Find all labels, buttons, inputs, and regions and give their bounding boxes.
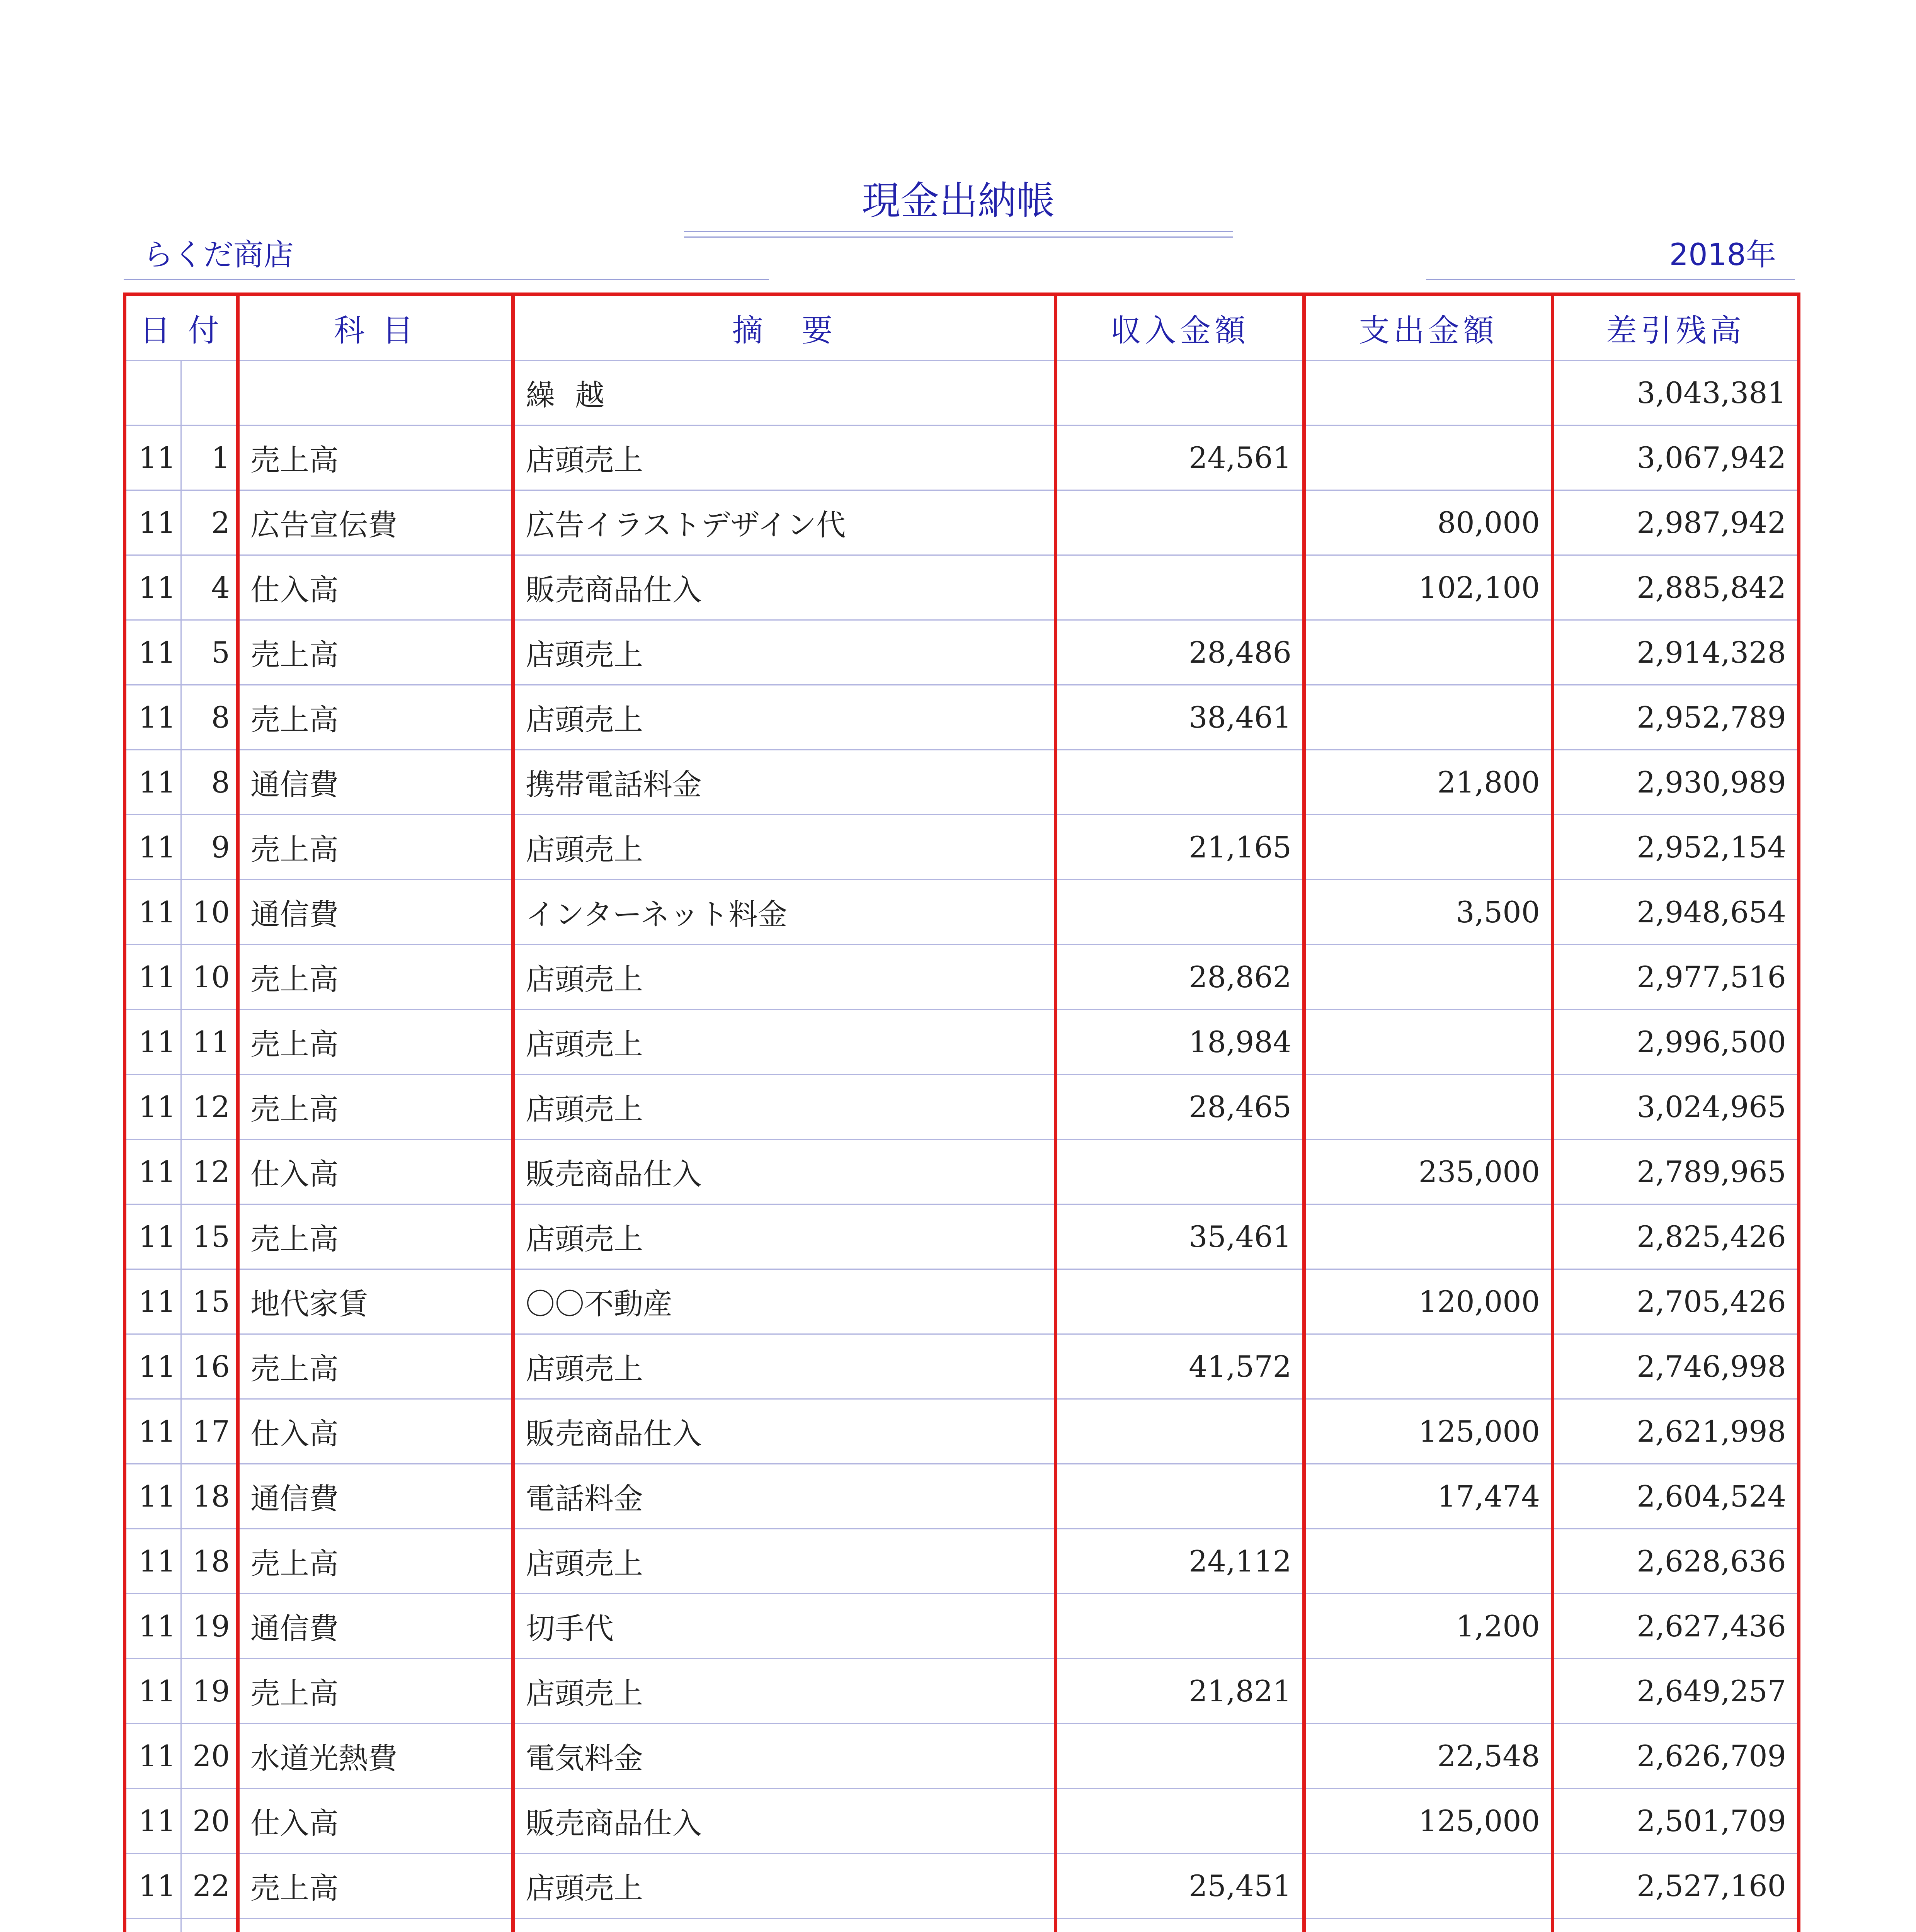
title-underline-bottom xyxy=(684,236,1233,238)
row-month: 11 xyxy=(125,1724,181,1789)
row-expense xyxy=(1304,1659,1553,1724)
ledger-row xyxy=(125,880,1799,945)
row-month: 11 xyxy=(125,750,181,815)
row-expense: 125,000 xyxy=(1304,1399,1553,1464)
row-month: 11 xyxy=(125,1010,181,1075)
row-balance: 2,930,989 xyxy=(1553,750,1799,815)
row-account: 仕入高 xyxy=(238,555,513,620)
row-expense xyxy=(1304,945,1553,1010)
row-month: 11 xyxy=(125,1269,181,1334)
row-day: 12 xyxy=(181,1075,238,1139)
row-balance: 3,024,965 xyxy=(1553,1075,1799,1139)
row-day: 15 xyxy=(181,1269,238,1334)
row-month: 11 xyxy=(125,1334,181,1399)
row-account xyxy=(238,1918,513,1932)
row-income: 25,451 xyxy=(1056,1854,1304,1918)
header-summary: 摘 要 xyxy=(513,294,1056,361)
row-day: 19 xyxy=(181,1659,238,1724)
ledger-table xyxy=(123,293,1800,1932)
ledger-row xyxy=(125,1724,1799,1789)
ledger-row xyxy=(125,1010,1799,1075)
ledger-row xyxy=(125,1464,1799,1529)
row-balance: 2,977,516 xyxy=(1553,945,1799,1010)
row-balance: 2,789,965 xyxy=(1553,1139,1799,1204)
row-balance: 2,914,328 xyxy=(1553,620,1799,685)
row-summary: 切手代 xyxy=(513,1594,1056,1659)
row-summary: 繰 越 xyxy=(513,361,1056,425)
row-income: 28,465 xyxy=(1056,1075,1304,1139)
ledger-row xyxy=(125,750,1799,815)
row-account: 広告宣伝費 xyxy=(238,490,513,555)
row-summary xyxy=(513,1918,1056,1932)
row-account: 売上高 xyxy=(238,1854,513,1918)
row-income xyxy=(1056,880,1304,945)
row-account: 仕入高 xyxy=(238,1399,513,1464)
row-account: 売上高 xyxy=(238,1529,513,1594)
row-expense: 125,000 xyxy=(1304,1789,1553,1854)
row-balance: 2,627,436 xyxy=(1553,1594,1799,1659)
row-summary: 電話料金 xyxy=(513,1464,1056,1529)
row-summary: 店頭売上 xyxy=(513,1010,1056,1075)
row-balance: 2,952,154 xyxy=(1553,815,1799,880)
ledger-row xyxy=(125,620,1799,685)
row-income: 24,112 xyxy=(1056,1529,1304,1594)
row-income: 28,486 xyxy=(1056,620,1304,685)
row-balance xyxy=(1553,1918,1799,1932)
row-month: 11 xyxy=(125,1594,181,1659)
row-income: 38,461 xyxy=(1056,685,1304,750)
row-expense: 120,000 xyxy=(1304,1269,1553,1334)
row-summary: 店頭売上 xyxy=(513,815,1056,880)
row-summary: 広告イラストデザイン代 xyxy=(513,490,1056,555)
row-balance: 3,067,942 xyxy=(1553,425,1799,490)
row-expense: 22,548 xyxy=(1304,1724,1553,1789)
row-income xyxy=(1056,1724,1304,1789)
row-day: 1 xyxy=(181,425,238,490)
row-expense: 1,200 xyxy=(1304,1594,1553,1659)
row-account xyxy=(238,361,513,425)
header-balance: 差引残高 xyxy=(1553,294,1799,361)
row-month xyxy=(125,1918,181,1932)
row-income xyxy=(1056,1918,1304,1932)
row-day: 17 xyxy=(181,1399,238,1464)
row-summary: 店頭売上 xyxy=(513,945,1056,1010)
row-month: 11 xyxy=(125,1854,181,1918)
row-balance: 2,604,524 xyxy=(1553,1464,1799,1529)
row-day: 2 xyxy=(181,490,238,555)
row-summary: 店頭売上 xyxy=(513,685,1056,750)
row-balance: 2,628,636 xyxy=(1553,1529,1799,1594)
row-balance: 2,705,426 xyxy=(1553,1269,1799,1334)
row-day: 18 xyxy=(181,1529,238,1594)
row-account: 売上高 xyxy=(238,620,513,685)
page-title: 現金出納帳 xyxy=(862,178,1055,223)
row-expense xyxy=(1304,1010,1553,1075)
row-expense xyxy=(1304,1918,1553,1932)
row-income xyxy=(1056,1399,1304,1464)
cash-ledger xyxy=(123,293,1797,1932)
row-account: 売上高 xyxy=(238,1659,513,1724)
row-day: 10 xyxy=(181,880,238,945)
row-day: 16 xyxy=(181,1334,238,1399)
row-balance: 2,987,942 xyxy=(1553,490,1799,555)
row-month: 11 xyxy=(125,1659,181,1724)
row-day xyxy=(181,361,238,425)
row-month: 11 xyxy=(125,490,181,555)
ledger-body xyxy=(125,361,1799,1932)
row-account: 仕入高 xyxy=(238,1789,513,1854)
row-summary: 〇〇不動産 xyxy=(513,1269,1056,1334)
row-month: 11 xyxy=(125,620,181,685)
row-balance: 2,952,789 xyxy=(1553,685,1799,750)
row-expense: 3,500 xyxy=(1304,880,1553,945)
row-balance: 2,885,842 xyxy=(1553,555,1799,620)
ledger-row xyxy=(125,945,1799,1010)
ledger-row xyxy=(125,490,1799,555)
row-balance: 2,649,257 xyxy=(1553,1659,1799,1724)
row-month: 11 xyxy=(125,1464,181,1529)
row-expense: 17,474 xyxy=(1304,1464,1553,1529)
row-income xyxy=(1056,490,1304,555)
row-balance: 2,626,709 xyxy=(1553,1724,1799,1789)
row-account: 売上高 xyxy=(238,685,513,750)
row-income xyxy=(1056,361,1304,425)
row-income xyxy=(1056,1789,1304,1854)
row-balance: 2,501,709 xyxy=(1553,1789,1799,1854)
row-month: 11 xyxy=(125,425,181,490)
header-income: 収入金額 xyxy=(1056,294,1304,361)
row-income xyxy=(1056,555,1304,620)
row-expense xyxy=(1304,815,1553,880)
row-summary: 販売商品仕入 xyxy=(513,1789,1056,1854)
row-summary: 店頭売上 xyxy=(513,1659,1056,1724)
row-income xyxy=(1056,1139,1304,1204)
shop-name: らくだ商店 xyxy=(143,238,294,272)
ledger-row xyxy=(125,1594,1799,1659)
ledger-row xyxy=(125,1854,1799,1918)
row-month: 11 xyxy=(125,1139,181,1204)
row-expense xyxy=(1304,1204,1553,1269)
row-day: 9 xyxy=(181,815,238,880)
row-account: 通信費 xyxy=(238,1464,513,1529)
header-expense: 支出金額 xyxy=(1304,294,1553,361)
row-income xyxy=(1056,1269,1304,1334)
row-day: 11 xyxy=(181,1010,238,1075)
row-income: 35,461 xyxy=(1056,1204,1304,1269)
row-income: 41,572 xyxy=(1056,1334,1304,1399)
row-day: 8 xyxy=(181,750,238,815)
row-account: 水道光熱費 xyxy=(238,1724,513,1789)
row-expense xyxy=(1304,685,1553,750)
header-account: 科 目 xyxy=(238,294,513,361)
ledger-row xyxy=(125,1918,1799,1932)
row-summary: 販売商品仕入 xyxy=(513,1139,1056,1204)
row-month: 11 xyxy=(125,1399,181,1464)
row-balance: 3,043,381 xyxy=(1553,361,1799,425)
row-day: 8 xyxy=(181,685,238,750)
row-day: 5 xyxy=(181,620,238,685)
row-day: 20 xyxy=(181,1724,238,1789)
ledger-row xyxy=(125,1204,1799,1269)
row-summary: 携帯電話料金 xyxy=(513,750,1056,815)
row-day: 22 xyxy=(181,1854,238,1918)
ledger-row xyxy=(125,685,1799,750)
row-summary: 店頭売上 xyxy=(513,1529,1056,1594)
row-summary: 販売商品仕入 xyxy=(513,555,1056,620)
row-income: 28,862 xyxy=(1056,945,1304,1010)
row-month: 11 xyxy=(125,1529,181,1594)
ledger-row xyxy=(125,1399,1799,1464)
row-income: 21,165 xyxy=(1056,815,1304,880)
row-month xyxy=(125,361,181,425)
row-summary: 販売商品仕入 xyxy=(513,1399,1056,1464)
row-balance: 2,621,998 xyxy=(1553,1399,1799,1464)
row-account: 地代家賃 xyxy=(238,1269,513,1334)
row-summary: インターネット料金 xyxy=(513,880,1056,945)
ledger-row xyxy=(125,361,1799,425)
row-account: 通信費 xyxy=(238,880,513,945)
row-income xyxy=(1056,1594,1304,1659)
row-balance: 2,825,426 xyxy=(1553,1204,1799,1269)
row-summary: 電気料金 xyxy=(513,1724,1056,1789)
row-month: 11 xyxy=(125,1204,181,1269)
row-summary: 店頭売上 xyxy=(513,425,1056,490)
row-day: 18 xyxy=(181,1464,238,1529)
row-account: 売上高 xyxy=(238,945,513,1010)
row-expense xyxy=(1304,1854,1553,1918)
row-balance: 2,996,500 xyxy=(1553,1010,1799,1075)
row-day xyxy=(181,1918,238,1932)
row-month: 11 xyxy=(125,1789,181,1854)
row-balance: 2,948,654 xyxy=(1553,880,1799,945)
row-account: 売上高 xyxy=(238,1334,513,1399)
ledger-row xyxy=(125,425,1799,490)
title-underline-top xyxy=(684,231,1233,232)
row-expense xyxy=(1304,620,1553,685)
ledger-row xyxy=(125,1529,1799,1594)
row-balance: 2,746,998 xyxy=(1553,1334,1799,1399)
row-income: 21,821 xyxy=(1056,1659,1304,1724)
ledger-row xyxy=(125,1075,1799,1139)
row-income: 18,984 xyxy=(1056,1010,1304,1075)
row-income: 24,561 xyxy=(1056,425,1304,490)
year-rule xyxy=(1426,279,1795,280)
row-expense: 235,000 xyxy=(1304,1139,1553,1204)
row-day: 19 xyxy=(181,1594,238,1659)
row-account: 通信費 xyxy=(238,750,513,815)
year-label: 2018年 xyxy=(1669,238,1776,272)
row-account: 通信費 xyxy=(238,1594,513,1659)
row-income xyxy=(1056,750,1304,815)
row-expense xyxy=(1304,1529,1553,1594)
ledger-row xyxy=(125,1269,1799,1334)
row-summary: 店頭売上 xyxy=(513,1334,1056,1399)
row-account: 売上高 xyxy=(238,815,513,880)
row-account: 売上高 xyxy=(238,425,513,490)
ledger-row xyxy=(125,1789,1799,1854)
row-expense xyxy=(1304,425,1553,490)
row-expense xyxy=(1304,361,1553,425)
ledger-row xyxy=(125,1139,1799,1204)
row-summary: 店頭売上 xyxy=(513,1075,1056,1139)
ledger-row xyxy=(125,815,1799,880)
row-month: 11 xyxy=(125,880,181,945)
row-balance: 2,527,160 xyxy=(1553,1854,1799,1918)
row-expense: 102,100 xyxy=(1304,555,1553,620)
row-income xyxy=(1056,1464,1304,1529)
row-day: 12 xyxy=(181,1139,238,1204)
row-expense: 80,000 xyxy=(1304,490,1553,555)
ledger-row xyxy=(125,555,1799,620)
row-account: 売上高 xyxy=(238,1204,513,1269)
row-month: 11 xyxy=(125,815,181,880)
row-summary: 店頭売上 xyxy=(513,1204,1056,1269)
ledger-row xyxy=(125,1334,1799,1399)
shop-name-rule xyxy=(124,279,769,280)
row-account: 売上高 xyxy=(238,1075,513,1139)
row-month: 11 xyxy=(125,555,181,620)
row-summary: 店頭売上 xyxy=(513,620,1056,685)
row-account: 仕入高 xyxy=(238,1139,513,1204)
ledger-row xyxy=(125,1659,1799,1724)
row-day: 15 xyxy=(181,1204,238,1269)
row-expense xyxy=(1304,1334,1553,1399)
row-day: 20 xyxy=(181,1789,238,1854)
row-expense: 21,800 xyxy=(1304,750,1553,815)
row-account: 売上高 xyxy=(238,1010,513,1075)
row-month: 11 xyxy=(125,945,181,1010)
row-month: 11 xyxy=(125,1075,181,1139)
row-day: 10 xyxy=(181,945,238,1010)
row-day: 4 xyxy=(181,555,238,620)
header-row xyxy=(125,294,1799,361)
row-expense xyxy=(1304,1075,1553,1139)
row-month: 11 xyxy=(125,685,181,750)
row-summary: 店頭売上 xyxy=(513,1854,1056,1918)
header-date: 日 付 xyxy=(125,294,238,361)
